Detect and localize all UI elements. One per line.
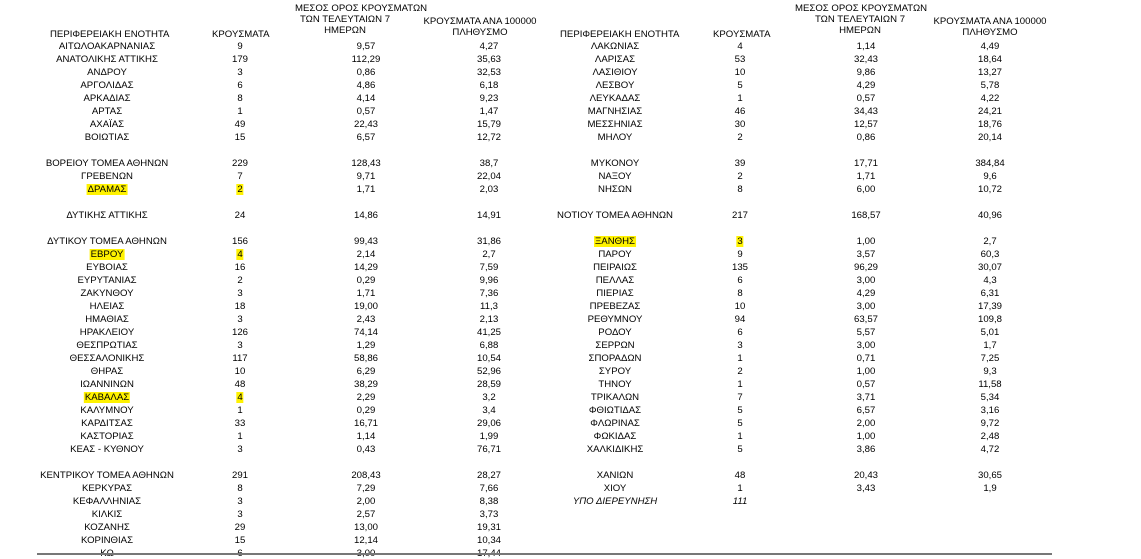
avg-value: 38,29 xyxy=(353,379,379,390)
cases-value: 24 xyxy=(234,210,246,221)
region-name: ΜΗΛΟΥ xyxy=(597,132,633,143)
cases-value: 5 xyxy=(737,405,743,416)
region-name: ΙΩΑΝΝΙΝΩΝ xyxy=(80,379,134,390)
region-name: ΥΠΟ ΔΙΕΡΕΥΝΗΣΗ xyxy=(572,496,658,507)
header-region-left: ΠΕΡΙΦΕΡΕΙΑΚΗ ΕΝΟΤΗΤΑ xyxy=(50,29,170,40)
avg-value: 1,71 xyxy=(356,288,376,299)
per100k-value: 35,63 xyxy=(476,54,502,65)
per100k-value: 29,06 xyxy=(476,418,502,429)
per100k-value: 3,16 xyxy=(980,405,1000,416)
avg-value: 4,29 xyxy=(856,288,876,299)
region-name: ΘΕΣΠΡΩΤΙΑΣ xyxy=(76,340,138,351)
region-name: ΝΗΣΩΝ xyxy=(598,184,632,195)
cases-value: 1 xyxy=(737,431,743,442)
cases-value: 3 xyxy=(237,509,243,520)
header-avg-line2: ΤΩΝ ΤΕΛΕΥΤΑΙΩΝ 7 xyxy=(814,14,906,25)
cases-value: 15 xyxy=(234,535,246,546)
per100k-value: 2,7 xyxy=(482,249,496,260)
avg-value: 1,00 xyxy=(856,431,876,442)
region-name: ΔΥΤΙΚΗΣ ΑΤΤΙΚΗΣ xyxy=(66,210,148,221)
per100k-value: 6,18 xyxy=(479,80,499,91)
cases-value: 3 xyxy=(237,67,243,78)
cases-value-highlighted: 4 xyxy=(237,392,243,403)
region-name: ΒΟΙΩΤΙΑΣ xyxy=(84,132,130,143)
cases-value: 1 xyxy=(737,353,743,364)
per100k-value: 1,9 xyxy=(983,483,997,494)
cases-value: 5 xyxy=(737,80,743,91)
cases-value: 5 xyxy=(737,418,743,429)
cases-value-highlighted: 4 xyxy=(237,249,243,260)
avg-value: 2,00 xyxy=(856,418,876,429)
cases-value: 3 xyxy=(237,288,243,299)
region-name: ΚΑΛΥΜΝΟΥ xyxy=(80,405,134,416)
per100k-value: 9,96 xyxy=(479,275,499,286)
region-name: ΚΙΛΚΙΣ xyxy=(91,509,123,520)
avg-value: 0,57 xyxy=(856,93,876,104)
avg-value: 1,14 xyxy=(356,431,376,442)
header-cases-left: ΚΡΟΥΣΜΑΤΑ xyxy=(212,29,270,40)
region-name: ΦΘΙΩΤΙΔΑΣ xyxy=(588,405,642,416)
avg-value: 0,29 xyxy=(356,275,376,286)
avg-value: 32,43 xyxy=(853,54,879,65)
avg-value: 16,71 xyxy=(353,418,379,429)
cases-value: 10 xyxy=(234,366,246,377)
cases-value: 8 xyxy=(737,288,743,299)
cases-value: 94 xyxy=(734,314,746,325)
header-per100k-left xyxy=(420,16,540,38)
avg-value: 6,57 xyxy=(356,132,376,143)
cases-value: 4 xyxy=(737,41,743,52)
avg-value: 14,86 xyxy=(353,210,379,221)
cases-value: 3 xyxy=(737,340,743,351)
avg-value: 12,14 xyxy=(353,535,379,546)
per100k-value: 9,23 xyxy=(479,93,499,104)
cases-value: 117 xyxy=(232,353,248,364)
per100k-value: 9,6 xyxy=(983,171,997,182)
region-name: ΔΥΤΙΚΟΥ ΤΟΜΕΑ ΑΘΗΝΩΝ xyxy=(47,236,167,247)
cases-value: 3 xyxy=(237,444,243,455)
region-name: ΗΜΑΘΙΑΣ xyxy=(85,314,129,325)
region-name: ΛΑΡΙΣΑΣ xyxy=(594,54,636,65)
cases-value: 1 xyxy=(237,405,243,416)
cases-value: 179 xyxy=(231,54,249,65)
per100k-value: 11,58 xyxy=(978,379,1002,390)
per100k-value: 1,99 xyxy=(479,431,499,442)
per100k-value: 2,13 xyxy=(479,314,499,325)
per100k-value: 2,7 xyxy=(983,236,997,247)
header-avg-left xyxy=(295,3,428,36)
cases-value-highlighted: 2 xyxy=(237,184,243,195)
per100k-value: 7,36 xyxy=(479,288,499,299)
avg-value: 4,14 xyxy=(356,93,376,104)
avg-value: 96,29 xyxy=(853,262,879,273)
cases-value: 2 xyxy=(737,132,743,143)
per100k-value: 2,03 xyxy=(479,184,499,195)
avg-value: 63,57 xyxy=(853,314,879,325)
cases-value: 1 xyxy=(737,483,743,494)
per100k-value: 17,39 xyxy=(977,301,1003,312)
cases-value: 18 xyxy=(234,301,246,312)
region-name: ΤΡΙΚΑΛΩΝ xyxy=(590,392,640,403)
avg-value: 112,29 xyxy=(351,54,381,65)
cases-value: 8 xyxy=(237,93,243,104)
region-name: ΚΑΡΔΙΤΣΑΣ xyxy=(81,418,133,429)
avg-value: 0,71 xyxy=(856,353,876,364)
avg-value: 2,57 xyxy=(356,509,376,520)
avg-value: 0,43 xyxy=(356,444,376,455)
region-name: ΛΑΣΙΘΙΟΥ xyxy=(592,67,638,78)
per100k-value: 4,22 xyxy=(980,93,1000,104)
region-name: ΠΡΕΒΕΖΑΣ xyxy=(589,301,641,312)
avg-value: 1,29 xyxy=(356,340,376,351)
region-name: ΦΛΩΡΙΝΑΣ xyxy=(590,418,640,429)
header-avg-line1: ΜΕΣΟΣ ΟΡΟΣ ΚΡΟΥΣΜΑΤΩΝ xyxy=(795,3,928,14)
cases-value: 2 xyxy=(237,275,243,286)
per100k-value: 24,21 xyxy=(977,106,1003,117)
header-per100k-line2: ΠΛΗΘΥΣΜΟ xyxy=(962,27,1018,38)
region-name: ΧΑΝΙΩΝ xyxy=(596,470,634,481)
avg-value: 14,29 xyxy=(353,262,379,273)
per100k-value: 4,49 xyxy=(980,41,1000,52)
region-name: ΚΕΦΑΛΛΗΝΙΑΣ xyxy=(72,496,142,507)
region-name: ΚΕΡΚΥΡΑΣ xyxy=(81,483,133,494)
avg-value: 6,00 xyxy=(856,184,876,195)
region-name: ΛΑΚΩΝΙΑΣ xyxy=(590,41,640,52)
avg-value: 3,43 xyxy=(856,483,876,494)
cases-value: 1 xyxy=(737,379,743,390)
avg-value: 17,71 xyxy=(853,158,879,169)
per100k-value: 76,71 xyxy=(476,444,502,455)
cases-value: 229 xyxy=(231,158,249,169)
region-name: ΑΧΑΪΑΣ xyxy=(89,119,125,130)
region-name: ΕΥΡΥΤΑΝΙΑΣ xyxy=(77,275,137,286)
avg-value: 3,00 xyxy=(856,301,876,312)
avg-value: 5,57 xyxy=(856,327,876,338)
bottom-rule xyxy=(37,553,1052,555)
per100k-value: 38,7 xyxy=(479,158,499,169)
region-name: ΣΥΡΟΥ xyxy=(598,366,632,377)
avg-value: 58,86 xyxy=(353,353,379,364)
per100k-value: 1,7 xyxy=(983,340,997,351)
header-avg-line3: ΗΜΕΡΩΝ xyxy=(324,25,366,36)
region-name: ΣΕΡΡΩΝ xyxy=(595,340,635,351)
cases-value: 3 xyxy=(237,340,243,351)
region-name: ΝΟΤΙΟΥ ΤΟΜΕΑ ΑΘΗΝΩΝ xyxy=(557,210,673,221)
cases-value: 135 xyxy=(731,262,749,273)
cases-value: 29 xyxy=(234,522,246,533)
per100k-value: 9,72 xyxy=(980,418,1000,429)
per100k-value: 5,01 xyxy=(980,327,1000,338)
per100k-value: 18,76 xyxy=(977,119,1003,130)
per100k-value: 7,59 xyxy=(479,262,499,273)
region-name: ΚΑΣΤΟΡΙΑΣ xyxy=(80,431,134,442)
region-name: ΑΝΑΤΟΛΙΚΗΣ ΑΤΤΙΚΗΣ xyxy=(56,54,158,65)
header-per100k-line1: ΚΡΟΥΣΜΑΤΑ ΑΝΑ 100000 xyxy=(423,16,537,27)
region-name: ΓΡΕΒΕΝΩΝ xyxy=(81,171,133,182)
per100k-value: 18,64 xyxy=(977,54,1003,65)
per100k-value: 31,86 xyxy=(476,236,502,247)
region-name: ΘΕΣΣΑΛΟΝΙΚΗΣ xyxy=(69,353,145,364)
per100k-value: 15,79 xyxy=(476,119,502,130)
region-name: ΧΙΟΥ xyxy=(603,483,627,494)
per100k-value: 3,2 xyxy=(482,392,496,403)
per100k-value: 1,47 xyxy=(479,106,499,117)
region-name: ΚΟΖΑΝΗΣ xyxy=(84,522,130,533)
per100k-value: 9,3 xyxy=(983,366,997,377)
region-name: ΦΩΚΙΔΑΣ xyxy=(593,431,637,442)
avg-value: 3,00 xyxy=(856,340,876,351)
per100k-value: 30,07 xyxy=(977,262,1003,273)
region-name: ΠΑΡΟΥ xyxy=(598,249,632,260)
per100k-value: 4,3 xyxy=(983,275,997,286)
region-name: ΚΕΑΣ - ΚΥΘΝΟΥ xyxy=(70,444,144,455)
region-name: ΛΕΥΚΑΔΑΣ xyxy=(589,93,641,104)
avg-value: 9,57 xyxy=(356,41,376,52)
region-name: ΧΑΛΚΙΔΙΚΗΣ xyxy=(586,444,644,455)
avg-value: 208,43 xyxy=(351,470,381,481)
avg-value: 13,00 xyxy=(353,522,379,533)
cases-value: 16 xyxy=(234,262,246,273)
region-name: ΤΗΝΟΥ xyxy=(598,379,632,390)
avg-value: 19,00 xyxy=(353,301,379,312)
region-name: ΠΕΙΡΑΙΩΣ xyxy=(593,262,637,273)
cases-value: 2 xyxy=(737,366,743,377)
cases-value: 48 xyxy=(234,379,246,390)
header-avg-right xyxy=(795,3,928,36)
avg-value: 12,57 xyxy=(853,119,879,130)
cases-value: 6 xyxy=(237,80,243,91)
region-name: ΚΕΝΤΡΙΚΟΥ ΤΟΜΕΑ ΑΘΗΝΩΝ xyxy=(40,470,174,481)
region-name: ΘΗΡΑΣ xyxy=(90,366,124,377)
avg-value: 2,14 xyxy=(356,249,376,260)
per100k-value: 32,53 xyxy=(476,67,502,78)
cases-value: 53 xyxy=(734,54,746,65)
cases-value: 8 xyxy=(237,483,243,494)
avg-value: 0,29 xyxy=(356,405,376,416)
per100k-value: 20,14 xyxy=(977,132,1003,143)
per100k-value: 30,65 xyxy=(977,470,1003,481)
per100k-value: 3,4 xyxy=(482,405,496,416)
avg-value: 99,43 xyxy=(353,236,379,247)
region-name: ΝΑΞΟΥ xyxy=(598,171,632,182)
cases-value: 5 xyxy=(737,444,743,455)
cases-value: 3 xyxy=(237,314,243,325)
cases-value: 156 xyxy=(231,236,249,247)
cases-value: 10 xyxy=(734,301,746,312)
region-name: ΛΕΣΒΟΥ xyxy=(595,80,635,91)
header-cases-right: ΚΡΟΥΣΜΑΤΑ xyxy=(713,29,771,40)
avg-value: 2,29 xyxy=(356,392,376,403)
per100k-value: 12,72 xyxy=(476,132,502,143)
cases-value: 9 xyxy=(237,41,243,52)
per100k-value: 4,27 xyxy=(479,41,499,52)
region-name: ΠΕΛΛΑΣ xyxy=(595,275,635,286)
per100k-value: 10,54 xyxy=(476,353,502,364)
cases-value: 9 xyxy=(737,249,743,260)
per100k-value: 5,34 xyxy=(980,392,1000,403)
cases-value: 3 xyxy=(237,496,243,507)
header-avg-line1: ΜΕΣΟΣ ΟΡΟΣ ΚΡΟΥΣΜΑΤΩΝ xyxy=(295,3,428,14)
avg-value: 168,57 xyxy=(851,210,881,221)
cases-value: 6 xyxy=(737,327,743,338)
cases-value: 1 xyxy=(237,431,243,442)
region-name: ΑΝΔΡΟΥ xyxy=(87,67,127,78)
avg-value: 6,29 xyxy=(356,366,376,377)
per100k-value: 60,3 xyxy=(980,249,1000,260)
avg-value: 1,71 xyxy=(356,184,376,195)
avg-value: 9,71 xyxy=(356,171,376,182)
avg-value: 7,29 xyxy=(356,483,376,494)
header-avg-line2: ΤΩΝ ΤΕΛΕΥΤΑΙΩΝ 7 xyxy=(299,14,391,25)
avg-value: 128,43 xyxy=(351,158,381,169)
header-per100k-right xyxy=(930,16,1050,38)
per100k-value: 22,04 xyxy=(476,171,502,182)
avg-value: 1,14 xyxy=(856,41,876,52)
cases-value: 7 xyxy=(237,171,243,182)
avg-value: 74,14 xyxy=(353,327,379,338)
region-name: ΑΡΤΑΣ xyxy=(91,106,123,117)
avg-value: 9,86 xyxy=(856,67,876,78)
region-name: ΗΡΑΚΛΕΙΟΥ xyxy=(79,327,135,338)
per100k-value: 11,3 xyxy=(480,301,498,312)
per100k-value: 41,25 xyxy=(476,327,502,338)
cases-value: 46 xyxy=(734,106,746,117)
region-name: ΒΟΡΕΙΟΥ ΤΟΜΕΑ ΑΘΗΝΩΝ xyxy=(45,158,169,169)
header-per100k-line2: ΠΛΗΘΥΣΜΟ xyxy=(452,27,508,38)
avg-value: 0,86 xyxy=(356,67,376,78)
avg-value: 1,00 xyxy=(856,366,876,377)
region-name: ΠΙΕΡΙΑΣ xyxy=(596,288,634,299)
cases-value: 1 xyxy=(237,106,243,117)
avg-value: 20,43 xyxy=(853,470,879,481)
region-name-highlighted: ΔΡΑΜΑΣ xyxy=(87,184,127,195)
cases-value: 6 xyxy=(737,275,743,286)
per100k-value: 8,38 xyxy=(479,496,499,507)
avg-value: 3,00 xyxy=(856,275,876,286)
region-name: ΜΕΣΣΗΝΙΑΣ xyxy=(587,119,643,130)
header-avg-line3: ΗΜΕΡΩΝ xyxy=(839,25,881,36)
avg-value: 3,86 xyxy=(856,444,876,455)
per100k-value: 6,88 xyxy=(479,340,499,351)
cases-value-highlighted: 3 xyxy=(737,236,743,247)
cases-value: 7 xyxy=(737,392,743,403)
per100k-value: 3,73 xyxy=(479,509,499,520)
cases-value: 33 xyxy=(234,418,246,429)
avg-value: 4,29 xyxy=(856,80,876,91)
region-name: ΖΑΚΥΝΘΟΥ xyxy=(80,288,134,299)
region-name-highlighted: ΞΑΝΘΗΣ xyxy=(595,236,635,247)
region-name-highlighted: ΚΑΒΑΛΑΣ xyxy=(84,392,130,403)
per100k-value: 6,31 xyxy=(980,288,1000,299)
region-name: ΕΥΒΟΙΑΣ xyxy=(86,262,128,273)
avg-value: 34,43 xyxy=(853,106,879,117)
per100k-value: 10,72 xyxy=(977,184,1003,195)
region-name: ΑΡΓΟΛΙΔΑΣ xyxy=(80,80,134,91)
cases-value: 291 xyxy=(231,470,249,481)
per100k-value: 52,96 xyxy=(476,366,502,377)
avg-value: 6,57 xyxy=(856,405,876,416)
per100k-value: 5,78 xyxy=(980,80,1000,91)
region-name: ΜΑΓΝΗΣΙΑΣ xyxy=(587,106,643,117)
region-name: ΡΟΔΟΥ xyxy=(598,327,632,338)
avg-value: 2,43 xyxy=(356,314,376,325)
per100k-value: 109,8 xyxy=(977,314,1003,325)
per100k-value: 7,25 xyxy=(980,353,1000,364)
per100k-value: 40,96 xyxy=(977,210,1003,221)
region-name: ΑΙΤΩΛΟΑΚΑΡΝΑΝΙΑΣ xyxy=(58,41,156,52)
cases-value: 49 xyxy=(234,119,246,130)
region-name-highlighted: ΕΒΡΟΥ xyxy=(90,249,124,260)
avg-value: 0,86 xyxy=(856,132,876,143)
cases-value: 10 xyxy=(734,67,746,78)
region-name: ΜΥΚΟΝΟΥ xyxy=(590,158,640,169)
avg-value: 3,57 xyxy=(856,249,876,260)
per100k-value: 28,59 xyxy=(476,379,502,390)
header-per100k-line1: ΚΡΟΥΣΜΑΤΑ ΑΝΑ 100000 xyxy=(933,16,1047,27)
region-name: ΑΡΚΑΔΙΑΣ xyxy=(83,93,131,104)
cases-value: 111 xyxy=(732,496,748,507)
header-region-right: ΠΕΡΙΦΕΡΕΙΑΚΗ ΕΝΟΤΗΤΑ xyxy=(560,29,680,40)
avg-value: 1,00 xyxy=(856,236,876,247)
cases-value: 30 xyxy=(734,119,746,130)
per100k-value: 384,84 xyxy=(975,158,1005,169)
per100k-value: 10,34 xyxy=(476,535,502,546)
avg-value: 4,86 xyxy=(356,80,376,91)
region-name: ΣΠΟΡΑΔΩΝ xyxy=(588,353,642,364)
region-name: ΗΛΕΙΑΣ xyxy=(89,301,125,312)
cases-value: 48 xyxy=(734,470,746,481)
per100k-value: 2,48 xyxy=(980,431,1000,442)
cases-value: 2 xyxy=(737,171,743,182)
region-name: ΡΕΘΥΜΝΟΥ xyxy=(587,314,643,325)
per100k-value: 4,72 xyxy=(980,444,1000,455)
avg-value: 1,71 xyxy=(856,171,876,182)
cases-value: 126 xyxy=(231,327,249,338)
cases-value: 15 xyxy=(234,132,246,143)
cases-value: 8 xyxy=(737,184,743,195)
avg-value: 3,71 xyxy=(856,392,876,403)
per100k-value: 14,91 xyxy=(476,210,502,221)
avg-value: 0,57 xyxy=(856,379,876,390)
avg-value: 0,57 xyxy=(356,106,376,117)
cases-value: 1 xyxy=(737,93,743,104)
per100k-value: 28,27 xyxy=(476,470,502,481)
cases-value: 39 xyxy=(734,158,746,169)
region-name: ΚΟΡΙΝΘΙΑΣ xyxy=(80,535,134,546)
per100k-value: 13,27 xyxy=(977,67,1003,78)
per100k-value: 19,31 xyxy=(476,522,502,533)
avg-value: 2,00 xyxy=(356,496,376,507)
avg-value: 22,43 xyxy=(353,119,379,130)
cases-value: 217 xyxy=(731,210,749,221)
per100k-value: 7,66 xyxy=(479,483,499,494)
